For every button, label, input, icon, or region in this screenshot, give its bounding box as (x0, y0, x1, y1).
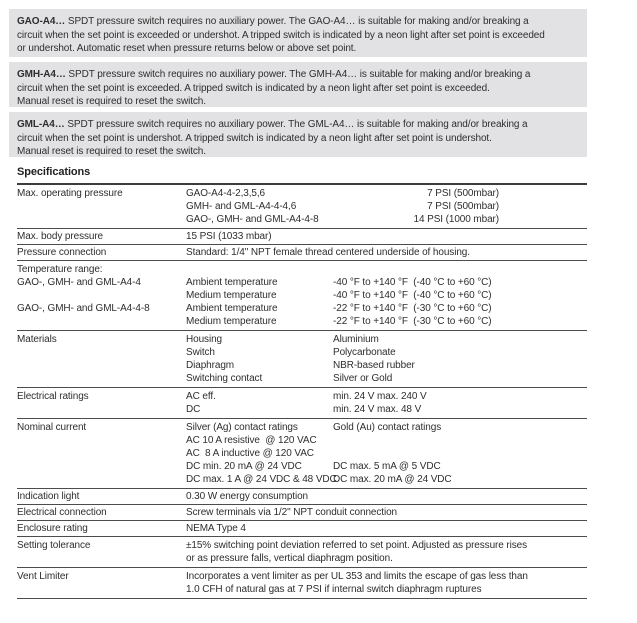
spec-row-setting-tolerance (17, 537, 587, 568)
spec-value-line: ±15% switching point deviation referred to set point. Adjusted as pressure rises (186, 540, 528, 551)
spec-value-line: Incorporates a vent limiter as per UL 353 and limits the escape of gas less than (186, 571, 528, 582)
spec-row-indication-light (17, 489, 587, 505)
material-part: Switching contact (186, 373, 263, 384)
temp-line (17, 302, 503, 315)
temp-line (17, 289, 503, 302)
spec-row-electrical-connection (17, 505, 587, 521)
product-model-gao: GAO-A4… (17, 16, 66, 27)
gold-rating (333, 447, 587, 460)
spec-row-vent-limiter (17, 568, 587, 599)
spec-value: Standard: 1/4" NPT female thread centered underside of housing. (186, 247, 470, 258)
temp-model (17, 289, 186, 302)
spec-label: Pressure connection (17, 247, 107, 258)
spec-value-multiline (186, 539, 587, 565)
intro-line: circuit when the set point is undershot. A tripped switch is indicated by a neon light after set point is undershot. (17, 132, 492, 144)
material-part: Housing (186, 334, 222, 345)
spec-value: NEMA Type 4 (186, 523, 246, 534)
intro-line: Manual reset is required to reset the switch. (17, 96, 206, 107)
spec-label: Max. body pressure (17, 231, 104, 242)
spec-row-max-operating-pressure (17, 185, 587, 229)
material-value: Silver or Gold (333, 373, 393, 384)
gold-rating: DC max. 5 mA @ 5 VDC (333, 461, 441, 472)
product-intro-gmh (9, 62, 587, 107)
product-model-gml: GML-A4… (17, 119, 65, 130)
spec-label: Indication light (17, 491, 80, 502)
temp-value (333, 263, 345, 276)
specifications-heading: Specifications (17, 166, 91, 178)
gold-rating: DC max. 20 mA @ 24 VDC (333, 474, 452, 485)
intro-text: SPDT pressure switch requires no auxiliary power. The GMH-A4… is suitable for making and/or breaking a (65, 69, 531, 80)
temp-kind: Medium temperature (186, 290, 277, 301)
spec-label: Max. operating pressure (17, 188, 123, 199)
spec-label: Enclosure rating (17, 523, 88, 534)
temp-line (17, 315, 503, 328)
gold-rating: Gold (Au) contact ratings (333, 422, 442, 433)
intro-line: or undershot. Automatic reset when pressure returns below or above set point. (17, 43, 357, 54)
temp-value: -22 °F to +140 °F (-30 °C to +60 °C) (333, 316, 492, 327)
product-model-gmh: GMH-A4… (17, 69, 66, 80)
spec-row-max-body-pressure (17, 229, 587, 245)
specifications-table (17, 183, 587, 599)
spec-value: 0.30 W energy consumption (186, 491, 309, 502)
rating-value: min. 24 V max. 240 V (333, 391, 427, 402)
intro-line: Manual reset is required to reset the switch. (17, 146, 206, 157)
spec-row-pressure-connection (17, 245, 587, 261)
spec-value-line: or as pressure falls, vertical diaphragm position. (186, 553, 393, 564)
temp-model (17, 315, 186, 328)
silver-rating: Silver (Ag) contact ratings (186, 422, 298, 433)
temp-model: GAO-, GMH- and GML-A4-4-8 (17, 303, 150, 314)
spec-value: 15 PSI (1033 mbar) (186, 231, 272, 242)
spec-label: Electrical connection (17, 507, 107, 518)
material-parts (186, 333, 333, 385)
pressure-variant-row (186, 187, 499, 200)
material-values (333, 333, 587, 385)
temp-kind: Medium temperature (186, 316, 277, 327)
spec-label: Vent Limiter (17, 571, 69, 582)
intro-line (17, 118, 579, 132)
intro-text: SPDT pressure switch requires no auxiliary power. The GAO-A4… is suitable for making and/or breaking a (65, 16, 529, 27)
spec-label: Setting tolerance (17, 540, 91, 551)
spec-label: Materials (17, 334, 57, 345)
temp-kind: Ambient temperature (186, 303, 278, 314)
silver-rating: AC 10 A resistive @ 120 VAC (186, 435, 317, 446)
rating-types (186, 390, 333, 416)
material-part: Diaphragm (186, 360, 235, 371)
spec-row-enclosure-rating (17, 521, 587, 537)
silver-contact-ratings (186, 421, 337, 486)
intro-text: SPDT pressure switch requires no auxiliary power. The GML-A4… is suitable for making and/or breaking a (64, 119, 528, 130)
temp-value: -40 °F to +140 °F (-40 °C to +60 °C) (333, 290, 492, 301)
spec-row-electrical-ratings (17, 388, 587, 419)
product-intro-gao (9, 9, 587, 57)
spec-value-multiline (186, 570, 587, 596)
gold-contact-ratings (333, 421, 587, 486)
rating-value: min. 24 V max. 48 V (333, 404, 422, 415)
spec-label: Electrical ratings (17, 391, 89, 402)
material-part: Switch (186, 347, 215, 358)
pressure-variant-row (186, 213, 499, 226)
spec-label: Temperature range: (17, 264, 103, 275)
variant-value: 7 PSI (500mbar) (427, 188, 499, 199)
pressure-variant-list (186, 187, 499, 226)
gold-rating (333, 434, 587, 447)
product-intro-gml (9, 112, 587, 157)
intro-line: circuit when the set point is exceeded or undershot. A tripped switch is indicated by a neon light after set point is exceeded (17, 29, 545, 41)
material-value: Aluminium (333, 334, 379, 345)
variant-value: 7 PSI (500mbar) (427, 201, 499, 212)
intro-line (17, 15, 579, 29)
temp-value: -40 °F to +140 °F (-40 °C to +60 °C) (333, 277, 492, 288)
temp-line (17, 276, 503, 289)
silver-rating: DC max. 1 A @ 24 VDC & 48 VDC (186, 474, 337, 485)
intro-line (17, 68, 579, 82)
variant-value: 14 PSI (1000 mbar) (413, 214, 499, 225)
variant-name: GAO-A4-4-2,3,5,6 (186, 188, 265, 199)
pressure-variant-row (186, 200, 499, 213)
variant-name: GMH- and GML-A4-4-4,6 (186, 201, 297, 212)
spec-row-temperature-range (17, 261, 587, 331)
temp-kind: Ambient temperature (186, 277, 278, 288)
silver-rating: DC min. 20 mA @ 24 VDC (186, 461, 302, 472)
temp-model: GAO-, GMH- and GML-A4-4 (17, 277, 141, 288)
temp-line (17, 263, 345, 276)
rating-values (333, 390, 587, 416)
spec-value-line: 1.0 CFH of natural gas at 7 PSI if internal switch diaphragm ruptures (186, 584, 482, 595)
spec-row-nominal-current (17, 419, 587, 489)
silver-rating: AC 8 A inductive @ 120 VAC (186, 448, 314, 459)
spec-label: Nominal current (17, 422, 87, 433)
material-value: Polycarbonate (333, 347, 396, 358)
temp-value: -22 °F to +140 °F (-30 °C to +60 °C) (333, 303, 492, 314)
intro-line: circuit when the set point is exceeded. A tripped switch is indicated by a neon light after set point is exceeded. (17, 82, 490, 94)
spec-value: Screw terminals via 1/2" NPT conduit connection (186, 507, 397, 518)
variant-name: GAO-, GMH- and GML-A4-4-8 (186, 214, 319, 225)
temp-kind (186, 263, 333, 276)
rating-type: AC eff. (186, 391, 216, 402)
spec-row-materials (17, 331, 587, 388)
material-value: NBR-based rubber (333, 360, 415, 371)
rating-type: DC (186, 404, 201, 415)
